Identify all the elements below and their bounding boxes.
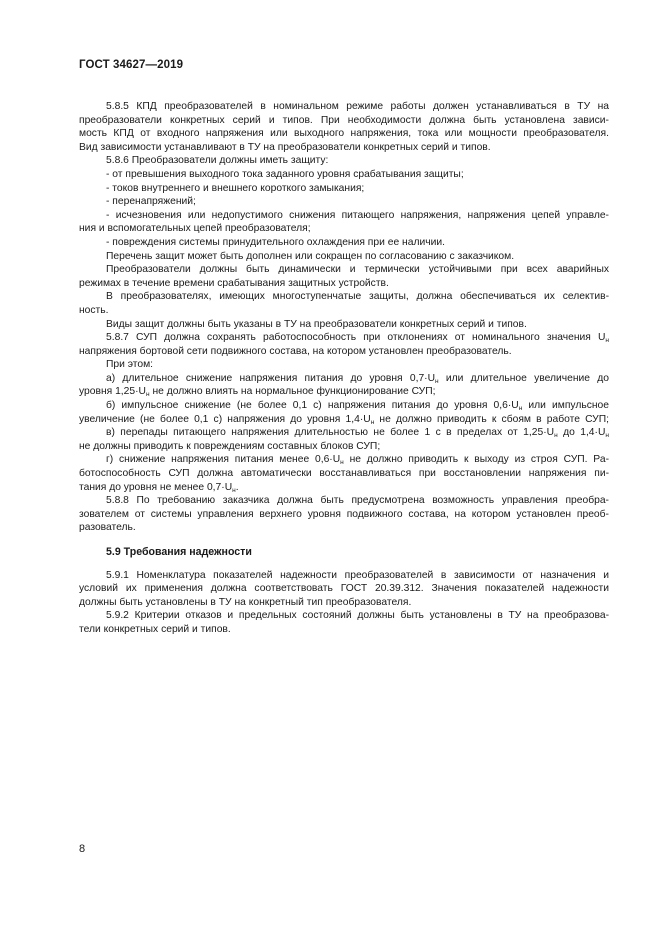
subscript: н <box>554 432 558 440</box>
paragraph-5-8-5-line: преобразователи конкретных серий и типов. При необходимости должна быть установлена зависи- <box>79 114 609 126</box>
paragraph-5-9-1-line: условий их применения должна соответствовать ГОСТ 20.39.312. Значения показателей надежности <box>79 583 609 595</box>
paragraph-5-8-5-line: мость КПД от входного напряжения или выходного напряжения, тока или мощности преобразователя. <box>79 128 609 140</box>
document-header: ГОСТ 34627—2019 <box>79 59 184 71</box>
paragraph-5-8-7-line: 5.8.7 СУП должна сохранять работоспособность при отклонениях от номинального значения $U_н$ <box>106 332 609 345</box>
paragraph-5-8-8-line: 5.8.8 По требованию заказчика должна быть предусмотрена возможность управления преобра- <box>106 495 609 507</box>
list-item: ния и вспомогательных цепей преобразователя; <box>79 223 311 235</box>
item-a-line: уровня $1,25\cdot U_н$ не должно влиять на нормальное функционирование СУП; <box>79 386 436 399</box>
document-body <box>79 100 609 637</box>
page-number: 8 <box>79 843 86 855</box>
paragraph-text: ность. <box>79 304 109 316</box>
paragraph-text: При этом: <box>106 359 154 371</box>
subscript: н <box>518 405 523 413</box>
paragraph-5-9-1-line: должны быть установлены в ТУ на конкретный тип преобразователя. <box>79 596 412 608</box>
item-g-line: г) снижение напряжения питания менее $0,6\cdot U_н$ не должно приводить к выходу из строя СУП. Ра- <box>106 454 609 467</box>
subscript: н <box>370 418 375 426</box>
item-b-line: б) импульсное снижение (не более 0,1 с) напряжения питания до уровня $0,6\cdot U_н$ или импульсное <box>106 400 609 413</box>
subscript: н <box>435 377 439 385</box>
list-item: - токов внутреннего и внешнего короткого замыкания; <box>106 182 365 194</box>
paragraph-5-9-2-line: 5.9.2 Критерии отказов и предельных состояний должны быть установлены в ТУ на преобразова- <box>106 610 609 622</box>
list-item: - перенапряжений; <box>106 196 196 208</box>
paragraph-5-9-1-line: 5.9.1 Номенклатура показателей надежности преобразователей в зависимости от назначения и <box>106 569 609 581</box>
item-b-line: увеличение (не более 0,1 с) напряжения до уровня $1,4\cdot U_н$ не должно приводить к сбоям в работе СУП; <box>79 413 609 426</box>
item-v-line: не должны приводить к повреждениям составных блоков СУП; <box>79 440 381 452</box>
paragraph-text: Преобразователи должны быть динамически и термически устойчивыми при всех аварийных <box>106 264 609 276</box>
subscript: н <box>232 486 236 494</box>
list-item: - повреждения системы принудительного охлаждения при ее наличии. <box>106 236 445 248</box>
paragraph-5-8-8-line: зователем от системы управления верхнего уровня подвижного состава, на котором установлен преоб- <box>79 508 609 520</box>
paragraph-5-8-8-line: разователь. <box>79 522 136 534</box>
list-item: - исчезновения или недопустимого снижения питающего напряжения, напряжения цепей управле- <box>106 209 609 221</box>
paragraph-text: Перечень защит может быть дополнен или сокращен по согласованию с заказчиком. <box>106 250 515 262</box>
paragraph-5-8-5-line: 5.8.5 КПД преобразователей в номинальном режиме работы должен устанавливаться в ТУ на <box>106 101 609 112</box>
item-g-line: тания до уровня не менее $0,7\cdot U_н$. <box>79 481 239 494</box>
subscript: н <box>605 432 609 440</box>
section-heading: 5.9 Требования надежности <box>106 546 252 558</box>
paragraph-5-9-2-line: тели конкретных серий и типов. <box>79 623 231 635</box>
subscript: н <box>146 391 150 399</box>
item-g-line: ботоспособность СУП должна автоматически восстанавливаться при восстановлении напряжения пи- <box>79 468 609 480</box>
paragraph-text: В преобразователях, имеющих многоступенчатые защиты, должна обеспечиваться их селектив- <box>106 291 609 303</box>
paragraph-5-8-7-line: напряжения бортовой сети подвижного состава, на котором установлен преобразователь. <box>79 345 512 357</box>
paragraph-5-8-5-line: Вид зависимости устанавливают в ТУ на преобразователи конкретных серий и типов. <box>79 141 491 153</box>
item-a-line: а) длительное снижение напряжения питания до уровня $0,7\cdot U_н$ или длительное увеличение до <box>106 372 609 385</box>
paragraph-text: режимах в течение времени срабатывания защитных устройств. <box>79 277 389 289</box>
item-v-line: в) перепады питающего напряжения длительностью не более 1 с в пределах от $1,25\cdot U_н$ до $1,4\cdot U_н$ <box>106 427 609 440</box>
paragraph-5-8-6: 5.8.6 Преобразователи должны иметь защиту: <box>106 155 329 167</box>
subscript: н <box>340 459 344 467</box>
subscript: н <box>605 337 609 345</box>
paragraph-text: Виды защит должны быть указаны в ТУ на преобразователи конкретных серий и типов. <box>106 318 527 330</box>
list-item: - от превышения выходного тока заданного уровня срабатывания защиты; <box>106 168 464 180</box>
